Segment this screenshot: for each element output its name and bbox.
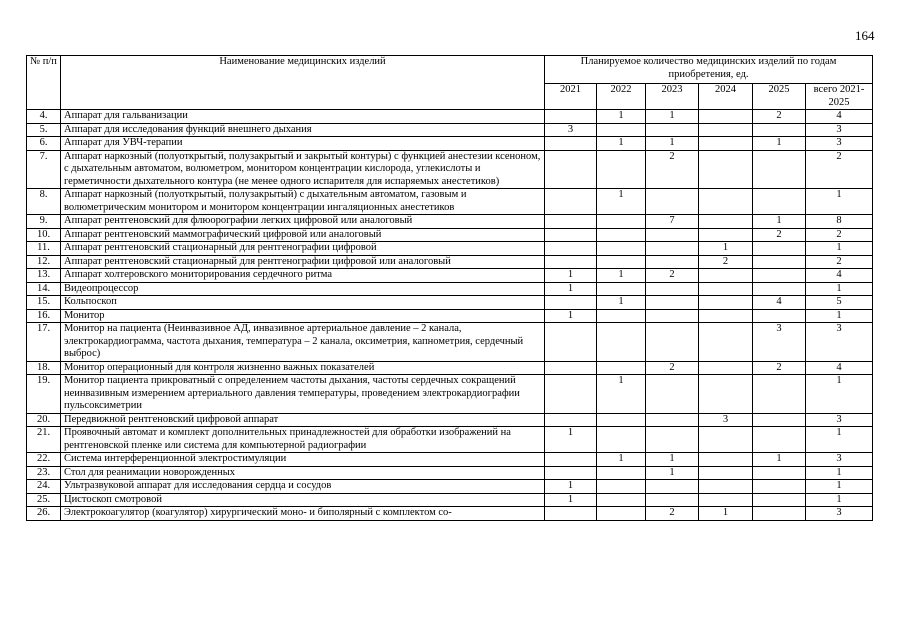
row-number: 14. [27,282,61,296]
qty-2022 [597,282,646,296]
item-name: Аппарат рентгеновский стационарный для рентгенографии цифровой [61,242,545,256]
qty-2021 [545,466,597,480]
qty-2023: 2 [646,361,699,375]
qty-2022: 1 [597,296,646,310]
qty-2021 [545,453,597,467]
qty-2023 [646,296,699,310]
qty-2021: 1 [545,309,597,323]
table-row [27,361,873,375]
qty-total: 1 [806,466,873,480]
qty-2025: 2 [753,228,806,242]
item-name: Монитор пациента прикроватный с определением частоты дыхания, частоты сердечных сокращений неинвазивным измерением артериального давления температуры, проведением электрокардиографии пульсоксиметрии [61,375,545,414]
table-row [27,507,873,521]
item-name: Стол для реанимации новорожденных [61,466,545,480]
year-header-2024: 2024 [699,84,753,110]
qty-2022 [597,323,646,362]
qty-2023 [646,480,699,494]
qty-2025 [753,480,806,494]
qty-2022 [597,255,646,269]
row-number: 25. [27,493,61,507]
qty-2022 [597,123,646,137]
qty-2021 [545,215,597,229]
table-row [27,123,873,137]
item-name: Ультразвуковой аппарат для исследования сердца и сосудов [61,480,545,494]
qty-2023 [646,323,699,362]
qty-2023 [646,123,699,137]
table-row [27,413,873,427]
qty-2024 [699,189,753,215]
qty-2025 [753,189,806,215]
qty-2025: 1 [753,215,806,229]
qty-2025 [753,413,806,427]
qty-2022 [597,413,646,427]
qty-total: 2 [806,255,873,269]
qty-2025: 3 [753,323,806,362]
qty-total: 2 [806,228,873,242]
qty-2022 [597,228,646,242]
row-number: 24. [27,480,61,494]
qty-2021 [545,375,597,414]
qty-2023 [646,375,699,414]
qty-total: 1 [806,375,873,414]
qty-total: 3 [806,137,873,151]
qty-2024: 3 [699,413,753,427]
table-row [27,375,873,414]
name-header: Наименование медицинских изделий [61,56,545,110]
header-row [27,56,873,84]
qty-2023 [646,413,699,427]
qty-2025 [753,466,806,480]
qty-2024 [699,361,753,375]
row-number: 22. [27,453,61,467]
table-row [27,269,873,283]
qty-2022 [597,427,646,453]
row-number: 15. [27,296,61,310]
qty-2022: 1 [597,375,646,414]
row-number: 23. [27,466,61,480]
qty-2023: 1 [646,466,699,480]
qty-2025 [753,427,806,453]
qty-2023: 2 [646,150,699,189]
table-row [27,323,873,362]
item-name: Аппарат рентгеновский для флюорографии легких цифровой или аналоговый [61,215,545,229]
item-name: Аппарат для УВЧ-терапии [61,137,545,151]
table-row [27,296,873,310]
qty-2024 [699,309,753,323]
page-number: 164 [855,28,875,43]
table-row [27,215,873,229]
num-header: № п/п [27,56,61,110]
qty-2024 [699,137,753,151]
qty-2024 [699,150,753,189]
qty-total: 1 [806,242,873,256]
qty-2025 [753,242,806,256]
qty-2021: 1 [545,480,597,494]
table-row [27,493,873,507]
table-row [27,453,873,467]
qty-2024 [699,269,753,283]
item-name: Монитор операционный для контроля жизненно важных показателей [61,361,545,375]
qty-total: 1 [806,189,873,215]
total-header: всего 2021-2025 [806,84,873,110]
qty-2024 [699,123,753,137]
qty-2021 [545,228,597,242]
item-name: Аппарат рентгеновский маммографический цифровой или аналоговый [61,228,545,242]
qty-2025: 1 [753,453,806,467]
item-name: Аппарат рентгеновский стационарный для рентгенографии цифровой или аналоговый [61,255,545,269]
qty-2022 [597,361,646,375]
row-number: 16. [27,309,61,323]
qty-total: 1 [806,427,873,453]
qty-2023 [646,309,699,323]
qty-2022 [597,493,646,507]
item-name: Аппарат для исследования функций внешнего дыхания [61,123,545,137]
row-number: 12. [27,255,61,269]
row-number: 9. [27,215,61,229]
qty-2023: 1 [646,137,699,151]
table-row [27,242,873,256]
row-number: 6. [27,137,61,151]
qty-2025: 4 [753,296,806,310]
qty-2025: 2 [753,361,806,375]
qty-2022: 1 [597,269,646,283]
qty-2021 [545,323,597,362]
qty-2023 [646,189,699,215]
qty-2024 [699,427,753,453]
item-name: Проявочный автомат и комплект дополнительных принадлежностей для обработки изображений на рентгеновской пленке или система для компьютерной радиографии [61,427,545,453]
equipment-table [26,55,873,521]
qty-2023: 7 [646,215,699,229]
table-row [27,255,873,269]
qty-2021: 1 [545,269,597,283]
table-row [27,189,873,215]
qty-2025 [753,507,806,521]
qty-2025 [753,255,806,269]
qty-2021 [545,137,597,151]
qty-2023 [646,427,699,453]
row-number: 17. [27,323,61,362]
table-row [27,228,873,242]
table-row [27,150,873,189]
qty-2023: 1 [646,453,699,467]
qty-2025 [753,269,806,283]
qty-2023: 1 [646,110,699,124]
row-number: 4. [27,110,61,124]
qty-2023 [646,282,699,296]
qty-total: 4 [806,361,873,375]
qty-2024 [699,453,753,467]
row-number: 11. [27,242,61,256]
qty-2025 [753,493,806,507]
qty-2021 [545,507,597,521]
qty-2023: 2 [646,269,699,283]
item-name: Монитор на пациента (Неинвазивное АД, инвазивное артериальное давление – 2 канала, электрокардиограмма, частота дыхания, температура – 2 канала, оксиметрия, капнометрия, сердечный выброс) [61,323,545,362]
item-name: Кольпоскоп [61,296,545,310]
row-number: 13. [27,269,61,283]
year-header-2021: 2021 [545,84,597,110]
item-name: Цистоскоп смотровой [61,493,545,507]
qty-total: 8 [806,215,873,229]
qty-total: 3 [806,453,873,467]
qty-2024 [699,296,753,310]
qty-total: 3 [806,413,873,427]
qty-2022: 1 [597,453,646,467]
table-row [27,427,873,453]
year-header-2023: 2023 [646,84,699,110]
qty-2024 [699,480,753,494]
plan-header: Планируемое количество медицинских изделий по годам приобретения, ед. [545,56,873,84]
year-header-2022: 2022 [597,84,646,110]
qty-2023 [646,255,699,269]
qty-total: 1 [806,480,873,494]
qty-2021 [545,110,597,124]
table-row [27,110,873,124]
qty-2025: 2 [753,110,806,124]
table-row [27,282,873,296]
item-name: Аппарат наркозный (полуоткрытый, полузакрытый и закрытый контуры) с функцией анестезии ксеноном, с дыхательным автоматом, волюметром, монитором концентрации кислорода, углекислоты и герметичности дыхательного контура (не менее одного испарителя для испаряемых анестетиков) [61,150,545,189]
qty-2023 [646,228,699,242]
table-row [27,480,873,494]
qty-2024 [699,375,753,414]
qty-2022: 1 [597,137,646,151]
qty-total: 5 [806,296,873,310]
qty-2024: 1 [699,507,753,521]
item-name: Аппарат холтеровского мониторирования сердечного ритма [61,269,545,283]
qty-2022: 1 [597,110,646,124]
item-name: Аппарат наркозный (полуоткрытый, полузакрытый) с дыхательным автоматом, газовым и волюметрическим монитором и монитором концентрации ингаляционных анестетиков [61,189,545,215]
qty-2022 [597,480,646,494]
qty-2024 [699,493,753,507]
qty-2022 [597,309,646,323]
qty-total: 1 [806,309,873,323]
item-name: Передвижной рентгеновский цифровой аппарат [61,413,545,427]
qty-2021 [545,361,597,375]
qty-2021: 3 [545,123,597,137]
row-number: 20. [27,413,61,427]
qty-2025 [753,123,806,137]
qty-2021: 1 [545,493,597,507]
qty-2021 [545,242,597,256]
qty-2025 [753,309,806,323]
qty-2025: 1 [753,137,806,151]
row-number: 8. [27,189,61,215]
qty-2025 [753,282,806,296]
qty-2024: 2 [699,255,753,269]
qty-2025 [753,150,806,189]
item-name: Система интерференционной электростимуляции [61,453,545,467]
row-number: 10. [27,228,61,242]
row-number: 18. [27,361,61,375]
qty-2025 [753,375,806,414]
qty-2024 [699,466,753,480]
qty-2021: 1 [545,282,597,296]
item-name: Аппарат для гальванизации [61,110,545,124]
qty-2022 [597,242,646,256]
qty-2024 [699,228,753,242]
qty-2022 [597,150,646,189]
qty-total: 3 [806,123,873,137]
item-name: Электрокоагулятор (коагулятор) хирургический моно- и биполярный с комплектом со- [61,507,545,521]
row-number: 5. [27,123,61,137]
qty-2021 [545,296,597,310]
qty-2022 [597,466,646,480]
qty-total: 1 [806,282,873,296]
qty-total: 4 [806,269,873,283]
qty-2024 [699,215,753,229]
qty-total: 3 [806,507,873,521]
qty-2024: 1 [699,242,753,256]
row-number: 7. [27,150,61,189]
qty-2021 [545,150,597,189]
qty-total: 4 [806,110,873,124]
qty-total: 3 [806,323,873,362]
qty-total: 2 [806,150,873,189]
qty-2023 [646,493,699,507]
item-name: Монитор [61,309,545,323]
qty-2021 [545,189,597,215]
qty-2021: 1 [545,427,597,453]
row-number: 19. [27,375,61,414]
qty-2023: 2 [646,507,699,521]
table-row [27,309,873,323]
qty-2022 [597,507,646,521]
qty-2024 [699,323,753,362]
item-name: Видеопроцессор [61,282,545,296]
table-row [27,137,873,151]
qty-2021 [545,255,597,269]
year-header-2025: 2025 [753,84,806,110]
qty-2022 [597,215,646,229]
qty-2024 [699,282,753,296]
qty-2021 [545,413,597,427]
qty-2022: 1 [597,189,646,215]
row-number: 26. [27,507,61,521]
qty-2024 [699,110,753,124]
row-number: 21. [27,427,61,453]
qty-total: 1 [806,493,873,507]
qty-2023 [646,242,699,256]
table-row [27,466,873,480]
